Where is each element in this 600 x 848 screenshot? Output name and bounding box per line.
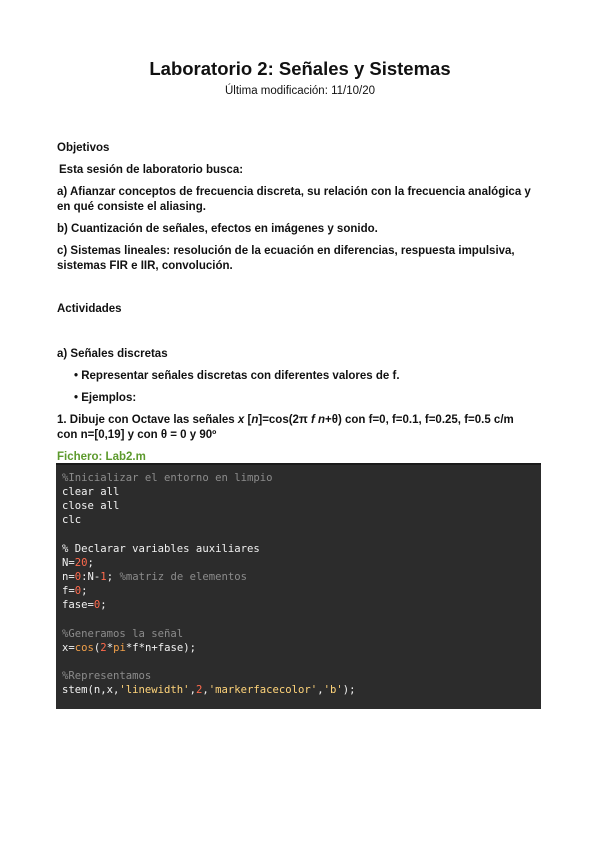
exercise-1 [57,413,557,443]
fichero-label: Fichero: Lab2.m [57,451,146,463]
code-comment: %Generamos la señal [62,627,184,640]
code-line: % Declarar variables auxiliares [62,542,260,555]
code-line: clc [62,514,82,527]
code-text: %Inicializar el entorno en limpio clear all close all clc % Declarar variables auxiliares N=20; n=0:N-1; %matriz de elementos f=0; fase=0; %Generamos la señal x=cos(2*pi*f*n+fase); %Representamos stem(n,x,'linewidth',2,'markerfacecolor','b'); [62,472,356,697]
code-comment: %Representamos [62,670,152,683]
exercise-1-line-2: con n=[0,19] y con θ = 0 y 90º [57,429,217,441]
section-a-heading: a) Señales discretas [57,348,168,360]
bullet-representar: • Representar señales discretas con diferentes valores de f. [74,370,400,382]
objetivos-heading: Objetivos [57,142,110,154]
objective-b: b) Cuantización de señales, efectos en imágenes y sonido. [57,223,378,235]
code-comment: %Inicializar el entorno en limpio [62,472,273,484]
page-title: Laboratorio 2: Señales y Sistemas [149,58,451,79]
code-block [56,463,541,709]
code-line: close all [62,500,120,513]
exercise-1-line-1: 1. Dibuje con Octave las señales x [n]=cos(2π f n+θ) con f=0, f=0.1, f=0.25, f=0.5 c/m [57,414,514,426]
intro-text: Esta sesión de laboratorio busca: [59,164,244,176]
actividades-heading: Actividades [57,303,122,315]
bullet-ejemplos: • Ejemplos: [74,392,137,404]
objective-c: c) Sistemas lineales: resolución de la ecuación en diferencias, respuesta impulsiva, sistemas FIR e IIR, convolución. [57,245,515,272]
objective-a: a) Afianzar conceptos de frecuencia discreta, su relación con la frecuencia analógica y en qué consiste el aliasing. [57,186,531,213]
code-line: clear all [62,486,120,499]
last-modified: Última modificación: 11/10/20 [225,85,375,97]
